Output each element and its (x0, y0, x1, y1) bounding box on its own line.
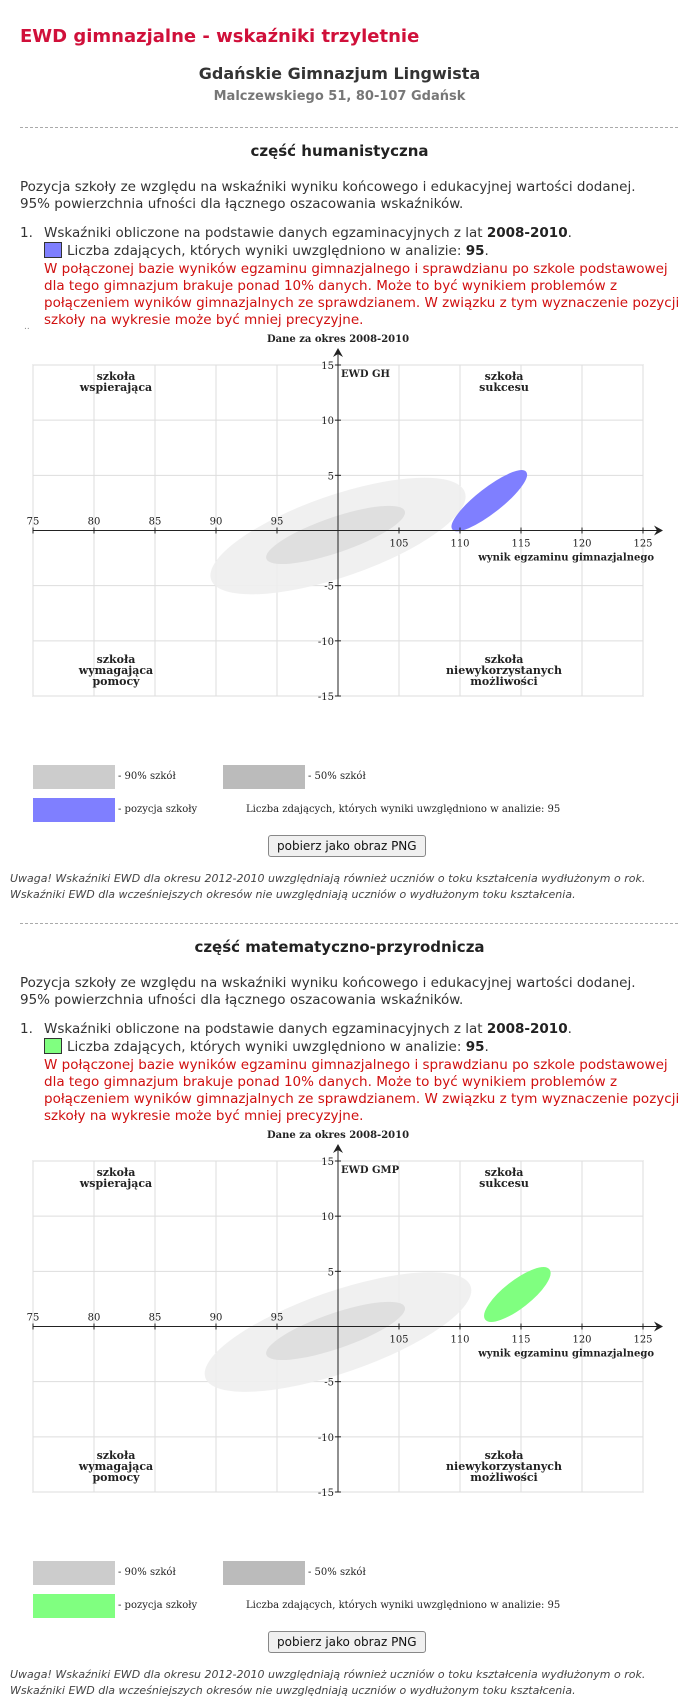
section-title: część humanistyczna (250, 142, 429, 160)
x-tick-label: 80 (87, 1312, 101, 1324)
y-tick-label: -15 (317, 692, 334, 702)
quadrant-label-needing-help: wymagająca (78, 664, 154, 677)
quadrant-label-success: sukcesu (479, 381, 529, 394)
x-tick-label: 85 (148, 1312, 162, 1324)
quadrant-label-success: sukcesu (479, 1177, 529, 1190)
x-tick-label: 120 (572, 1334, 592, 1346)
footnote (10, 1667, 675, 1699)
download-png-button[interactable]: pobierz jako obraz PNG (268, 835, 426, 857)
footnote-line: Wskaźniki EWD dla wcześniejszych okresów nie uwzględniają uczniów o wydłużonym toku kształcenia. (10, 888, 576, 901)
legend-school-swatch (33, 1594, 115, 1618)
count-prefix: Liczba zdających, których wyniki uwzględniono w analizie: (67, 243, 466, 259)
legend-50-label: - 50% szkół (308, 1567, 366, 1578)
section-title: część matematyczno-przyrodnicza (194, 938, 485, 956)
x-tick-label: 110 (450, 1334, 470, 1346)
footnote-line: Uwaga! Wskaźniki EWD dla okresu 2012-2010 uwzględniają również uczniów o toku kształcenia wydłużonym o rok. (10, 872, 646, 885)
note-years: 2008-2010 (486, 225, 568, 241)
intro-line: 95% powierzchnia ufności dla łącznego oszacowania wskaźników. (20, 196, 464, 212)
quadrant-label-needing-help: szkoła (96, 653, 136, 666)
x-tick-label: 125 (633, 1334, 653, 1346)
section-math-science (0, 938, 679, 1708)
x-tick-label: 90 (209, 516, 223, 528)
chart-dots: .. (24, 322, 30, 332)
quadrant-label-supporting: szkoła (96, 370, 136, 383)
y-axis-label: EWD GH (341, 369, 390, 380)
legend-90-swatch (33, 765, 115, 789)
x-axis-label: wynik egzaminu gimnazjalnego (478, 552, 654, 564)
intro-line: Pozycja szkoły ze względu na wskaźniki wyniku końcowego i edukacyjnej wartości dodanej. (20, 975, 636, 991)
ewd-chart (0, 322, 679, 702)
x-tick-label: 75 (26, 1312, 40, 1324)
quadrant-label-unused-potential: możliwości (470, 675, 538, 688)
footnote-line: Wskaźniki EWD dla wcześniejszych okresów nie uwzględniają uczniów o wydłużonym toku kształcenia. (10, 1684, 576, 1697)
chart-title: Dane za okres 2008-2010 (266, 334, 410, 345)
quadrant-label-unused-potential: niewykorzystanych (446, 1460, 562, 1473)
note-body (44, 225, 679, 329)
note-suffix: . (567, 1021, 572, 1037)
school-address: Malczewskiego 51, 80-107 Gdańsk (213, 89, 466, 104)
note-body (44, 1021, 679, 1125)
x-tick-label: 95 (270, 1312, 284, 1324)
note-number: 1. (20, 1021, 33, 1037)
quadrant-label-needing-help: szkoła (96, 1449, 136, 1462)
x-tick-label: 85 (148, 516, 162, 528)
quadrant-label-supporting: wspierająca (79, 1177, 153, 1190)
intro-line: 95% powierzchnia ufności dla łącznego oszacowania wskaźników. (20, 992, 464, 1008)
count-prefix: Liczba zdających, których wyniki uwzględniono w analizie: (67, 1039, 466, 1055)
intro-text (20, 179, 670, 213)
x-tick-label: 120 (572, 538, 592, 550)
legend-school-label: - pozycja szkoły (118, 1600, 198, 1611)
legend-count: Liczba zdających, których wyniki uwzględniono w analizie: 95 (246, 1600, 561, 1611)
count-line (44, 242, 679, 260)
note-years: 2008-2010 (486, 1021, 568, 1037)
chart-legend (0, 1561, 679, 1621)
x-tick-label: 115 (511, 1334, 531, 1346)
count-line (44, 1038, 679, 1056)
quadrant-label-unused-potential: możliwości (470, 1471, 538, 1484)
x-tick-label: 105 (389, 538, 409, 550)
divider (20, 127, 678, 128)
y-axis-label: EWD GMP (341, 1165, 400, 1176)
quadrant-label-supporting: wspierająca (79, 381, 153, 394)
count-suffix: . (484, 243, 489, 259)
chart-title: Dane za okres 2008-2010 (266, 1130, 410, 1141)
y-tick-label: 15 (321, 361, 334, 372)
y-tick-label: 15 (321, 1157, 334, 1168)
legend-school-label: - pozycja szkoły (118, 804, 198, 815)
y-tick-label: -5 (324, 581, 334, 593)
x-tick-label: 80 (87, 516, 101, 528)
quadrant-label-unused-potential: szkoła (484, 653, 524, 666)
intro-line: Pozycja szkoły ze względu na wskaźniki wyniku końcowego i edukacyjnej wartości dodanej. (20, 179, 636, 195)
section-humanistic (0, 142, 679, 902)
legend-50-label: - 50% szkół (308, 771, 366, 782)
count-value: 95 (465, 243, 485, 259)
legend-school-swatch (33, 798, 115, 822)
legend-90-swatch (33, 1561, 115, 1585)
quadrant-label-needing-help: wymagająca (78, 1460, 154, 1473)
y-tick-label: 10 (321, 1212, 334, 1224)
quadrant-label-success: szkoła (484, 370, 524, 383)
quadrant-label-supporting: szkoła (96, 1166, 136, 1179)
page-title: EWD gimnazjalne - wskaźniki trzyletnie (20, 26, 420, 47)
y-tick-label: 10 (321, 416, 334, 428)
footnote-line: Uwaga! Wskaźniki EWD dla okresu 2012-2010 uwzględniają również uczniów o toku kształcenia wydłużonym o rok. (10, 1668, 646, 1681)
school-name: Gdańskie Gimnazjum Lingwista (198, 64, 481, 83)
legend-50-swatch (223, 1561, 305, 1585)
legend-90-label: - 90% szkół (118, 1567, 176, 1578)
chart-legend (0, 765, 679, 825)
x-tick-label: 115 (511, 538, 531, 550)
legend-50-swatch (223, 765, 305, 789)
quadrant-label-needing-help: pomocy (92, 675, 140, 688)
x-axis-label: wynik egzaminu gimnazjalnego (478, 1348, 654, 1360)
ewd-chart (0, 1118, 679, 1498)
quadrant-label-success: szkoła (484, 1166, 524, 1179)
y-tick-label: -5 (324, 1377, 334, 1389)
legend-count: Liczba zdających, których wyniki uwzględniono w analizie: 95 (246, 804, 561, 815)
chart-svg (0, 322, 679, 702)
note-suffix: . (567, 225, 572, 241)
download-png-button[interactable]: pobierz jako obraz PNG (268, 1631, 426, 1653)
legend-90-label: - 90% szkół (118, 771, 176, 782)
note-prefix: Wskaźniki obliczone na podstawie danych egzaminacyjnych z lat (44, 225, 487, 241)
note-years-line (44, 1021, 679, 1038)
school-color-swatch (44, 1038, 62, 1054)
divider (20, 923, 678, 924)
note-number: 1. (20, 225, 33, 241)
chart-svg (0, 1118, 679, 1498)
y-tick-label: -10 (317, 1432, 334, 1444)
data-warning: W połączonej bazie wyników egzaminu gimnazjalnego i sprawdzianu po szkole podstawowej dla tego gimnazjum brakuje ponad 10% danych. Może to być wynikiem problemów z połączeniem wyników gimnazjalnych ze sprawdzianem. W związku z tym wyznaczenie pozycji szkoły na wykresie może być mniej precyzyjne. (44, 1057, 679, 1124)
note-prefix: Wskaźniki obliczone na podstawie danych egzaminacyjnych z lat (44, 1021, 487, 1037)
footnote (10, 871, 675, 903)
quadrant-label-needing-help: pomocy (92, 1471, 140, 1484)
x-tick-label: 110 (450, 538, 470, 550)
y-tick-label: 5 (327, 471, 334, 483)
y-tick-label: -10 (317, 636, 334, 648)
quadrant-label-unused-potential: niewykorzystanych (446, 664, 562, 677)
data-warning: W połączonej bazie wyników egzaminu gimnazjalnego i sprawdzianu po szkole podstawowej dla tego gimnazjum brakuje ponad 10% danych. Może to być wynikiem problemów z połączeniem wyników gimnazjalnych ze sprawdzianem. W związku z tym wyznaczenie pozycji szkoły na wykresie może być mniej precyzyjne. (44, 261, 679, 328)
x-tick-label: 105 (389, 1334, 409, 1346)
x-tick-label: 75 (26, 516, 40, 528)
note-years-line (44, 225, 679, 242)
count-value: 95 (465, 1039, 485, 1055)
quadrant-label-unused-potential: szkoła (484, 1449, 524, 1462)
intro-text (20, 975, 670, 1009)
school-color-swatch (44, 242, 62, 258)
y-tick-label: 5 (327, 1267, 334, 1279)
y-tick-label: -15 (317, 1488, 334, 1498)
x-tick-label: 90 (209, 1312, 223, 1324)
count-suffix: . (484, 1039, 489, 1055)
x-tick-label: 95 (270, 516, 284, 528)
x-tick-label: 125 (633, 538, 653, 550)
